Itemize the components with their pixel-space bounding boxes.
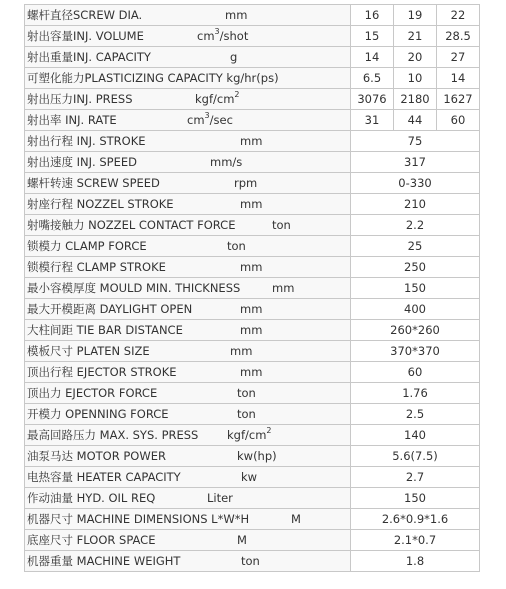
spec-label: 可塑化能力PLASTICIZING CAPACITY kg/hr(ps) — [27, 71, 279, 85]
spec-unit-base: kgf/cm — [195, 92, 235, 106]
spec-label-cell — [24, 383, 350, 404]
spec-label: 顶出力 EJECTOR FORCE — [27, 386, 158, 400]
spec-row — [24, 299, 479, 320]
spec-value-cell: 150 — [350, 488, 479, 509]
spec-value-cell: 140 — [350, 425, 479, 446]
spec-label-cell — [24, 278, 350, 299]
spec-unit-base: ton — [272, 218, 291, 232]
spec-value-cell: 0-330 — [350, 173, 479, 194]
spec-label: 射出压力INJ. PRESS — [27, 92, 133, 106]
spec-label-wrap — [27, 383, 350, 403]
spec-label-wrap — [27, 320, 350, 340]
spec-value-cell: 3076 — [350, 89, 393, 110]
spec-label: 最小容模厚度 MOULD MIN. THICKNESS — [27, 281, 241, 295]
spec-label-cell — [24, 509, 350, 530]
spec-unit — [291, 509, 301, 529]
spec-row — [24, 173, 479, 194]
spec-unit — [227, 236, 246, 256]
spec-label-cell — [24, 131, 350, 152]
spec-label-wrap — [27, 278, 350, 298]
spec-unit — [240, 257, 262, 277]
spec-value-cell: 14 — [436, 68, 479, 89]
spec-value-cell: 60 — [350, 362, 479, 383]
spec-label-cell — [24, 257, 350, 278]
spec-row — [24, 236, 479, 257]
spec-row — [24, 152, 479, 173]
spec-value-cell: 10 — [393, 68, 436, 89]
spec-unit — [240, 320, 262, 340]
spec-unit — [230, 47, 237, 67]
spec-row — [24, 404, 479, 425]
spec-unit-base: Liter — [207, 491, 233, 505]
spec-value-cell: 250 — [350, 257, 479, 278]
spec-unit-base: mm — [240, 302, 263, 316]
spec-label: 作动油量 HYD. OIL REQ — [27, 491, 156, 505]
spec-row — [24, 68, 479, 89]
spec-value-cell: 25 — [350, 236, 479, 257]
spec-label-wrap — [27, 425, 350, 445]
spec-value-cell: 400 — [350, 299, 479, 320]
spec-unit — [227, 425, 272, 445]
spec-value-cell: 2180 — [393, 89, 436, 110]
spec-label-wrap — [27, 131, 350, 151]
spec-label-wrap — [27, 47, 350, 67]
spec-unit — [195, 89, 240, 109]
spec-unit-base: kgf/cm — [227, 428, 267, 442]
spec-unit-base: M — [237, 533, 247, 547]
spec-label-cell — [24, 425, 350, 446]
spec-unit — [272, 278, 294, 298]
spec-value-cell: 2.5 — [350, 404, 479, 425]
spec-label-cell — [24, 215, 350, 236]
spec-value-cell: 370*370 — [350, 341, 479, 362]
spec-label-cell — [24, 173, 350, 194]
spec-label: 开模力 OPENNING FORCE — [27, 407, 169, 421]
spec-row — [24, 110, 479, 131]
spec-label: 锁模力 CLAMP FORCE — [27, 239, 147, 253]
spec-row — [24, 215, 479, 236]
spec-label-wrap — [27, 194, 350, 214]
spec-label-wrap — [27, 215, 350, 235]
spec-label-cell — [24, 488, 350, 509]
spec-value-cell: 15 — [350, 26, 393, 47]
spec-unit-base: g — [230, 50, 238, 64]
spec-label-cell — [24, 467, 350, 488]
spec-unit-base: kw(hp) — [237, 449, 277, 463]
spec-unit-base: ton — [227, 239, 246, 253]
spec-label-cell — [24, 320, 350, 341]
spec-unit — [197, 26, 248, 46]
spec-label: 射嘴接触力 NOZZEL CONTACT FORCE — [27, 218, 236, 232]
spec-value-cell: 2.2 — [350, 215, 479, 236]
spec-label-wrap — [27, 467, 350, 487]
spec-row — [24, 47, 479, 68]
spec-unit — [237, 383, 256, 403]
spec-row — [24, 530, 479, 551]
spec-table — [24, 4, 480, 572]
spec-label-wrap — [27, 236, 350, 256]
spec-value-cell: 317 — [350, 152, 479, 173]
spec-unit-base: kw — [241, 470, 258, 484]
spec-label: 螺杆直径SCREW DIA. — [27, 8, 143, 22]
spec-label-wrap — [27, 446, 350, 466]
spec-row — [24, 467, 479, 488]
spec-label-cell — [24, 530, 350, 551]
spec-label-wrap — [27, 404, 350, 424]
spec-row — [24, 425, 479, 446]
spec-unit-base: rpm — [234, 176, 258, 190]
spec-label: 螺杆转速 SCREW SPEED — [27, 176, 160, 190]
spec-label: 电热容量 HEATER CAPACITY — [27, 470, 181, 484]
spec-label: 射出率 INJ. RATE — [27, 113, 117, 127]
spec-value-cell: 44 — [393, 110, 436, 131]
spec-unit — [237, 446, 277, 466]
spec-label-cell — [24, 26, 350, 47]
spec-unit-base: mm — [230, 344, 253, 358]
spec-label-cell — [24, 404, 350, 425]
spec-value-cell: 14 — [350, 47, 393, 68]
spec-value-cell: 60 — [436, 110, 479, 131]
spec-label-cell — [24, 341, 350, 362]
spec-row — [24, 341, 479, 362]
spec-label-cell — [24, 446, 350, 467]
spec-unit — [240, 131, 262, 151]
spec-row — [24, 362, 479, 383]
spec-label-cell — [24, 89, 350, 110]
spec-unit — [272, 215, 291, 235]
spec-row — [24, 194, 479, 215]
spec-value-cell: 150 — [350, 278, 479, 299]
spec-label-cell — [24, 551, 350, 572]
spec-label-wrap — [27, 551, 350, 571]
spec-value-cell: 22 — [436, 4, 479, 26]
spec-label-wrap — [27, 110, 350, 130]
spec-label-cell — [24, 362, 350, 383]
spec-unit — [207, 488, 233, 508]
spec-unit-base: mm — [240, 365, 263, 379]
spec-unit-base: ton — [241, 554, 260, 568]
spec-row — [24, 383, 479, 404]
spec-value-cell: 1627 — [436, 89, 479, 110]
spec-label-wrap — [27, 152, 350, 172]
spec-label-wrap — [27, 173, 350, 193]
spec-unit-base: mm — [225, 8, 248, 22]
spec-unit — [240, 362, 262, 382]
spec-unit-superscript: 3 — [214, 27, 220, 37]
spec-unit-base: M — [291, 512, 301, 526]
spec-unit-base: cm — [197, 29, 215, 43]
spec-unit — [240, 299, 262, 319]
spec-value-cell: 21 — [393, 26, 436, 47]
spec-row — [24, 257, 479, 278]
spec-label-wrap — [27, 341, 350, 361]
spec-unit-base: mm — [240, 260, 263, 274]
spec-label: 油泵马达 MOTOR POWER — [27, 449, 166, 463]
spec-row — [24, 278, 479, 299]
spec-label-wrap — [27, 299, 350, 319]
spec-label-wrap — [27, 257, 350, 277]
spec-row — [24, 89, 479, 110]
spec-value-cell: 75 — [350, 131, 479, 152]
spec-label-wrap — [27, 89, 350, 109]
spec-label: 顶出行程 EJECTOR STROKE — [27, 365, 177, 379]
spec-label-cell — [24, 110, 350, 131]
spec-unit — [240, 194, 262, 214]
spec-label: 射出行程 INJ. STROKE — [27, 134, 146, 148]
spec-value-cell: 1.8 — [350, 551, 479, 572]
spec-value-cell: 31 — [350, 110, 393, 131]
spec-unit — [230, 341, 252, 361]
spec-value-cell: 2.1*0.7 — [350, 530, 479, 551]
spec-unit — [237, 404, 256, 424]
spec-label-cell — [24, 4, 350, 26]
spec-label-wrap — [27, 488, 350, 508]
spec-unit-tail: /sec — [209, 113, 233, 127]
spec-unit-base: mm — [240, 323, 263, 337]
spec-row — [24, 551, 479, 572]
spec-value-cell: 28.5 — [436, 26, 479, 47]
spec-value-cell: 19 — [393, 4, 436, 26]
spec-unit-base: mm — [272, 281, 295, 295]
spec-value-cell: 16 — [350, 4, 393, 26]
spec-label: 射出速度 INJ. SPEED — [27, 155, 137, 169]
spec-label-wrap — [27, 68, 350, 88]
spec-label-cell — [24, 194, 350, 215]
spec-label-wrap — [27, 26, 350, 46]
spec-label: 最大开模距离 DAYLIGHT OPEN — [27, 302, 193, 316]
spec-row — [24, 131, 479, 152]
spec-table-body — [24, 4, 479, 572]
spec-label-cell — [24, 47, 350, 68]
spec-unit-base: cm — [187, 113, 205, 127]
spec-label-cell — [24, 299, 350, 320]
spec-label: 模板尺寸 PLATEN SIZE — [27, 344, 150, 358]
spec-row — [24, 488, 479, 509]
spec-label-wrap — [27, 509, 350, 529]
spec-label-wrap — [27, 530, 350, 550]
spec-value-cell: 2.6*0.9*1.6 — [350, 509, 479, 530]
spec-unit — [234, 173, 257, 193]
spec-value-cell: 210 — [350, 194, 479, 215]
spec-unit — [241, 467, 257, 487]
spec-label-cell — [24, 236, 350, 257]
spec-unit-base: ton — [237, 386, 256, 400]
spec-unit-superscript: 3 — [204, 111, 210, 121]
spec-value-cell: 5.6(7.5) — [350, 446, 479, 467]
spec-value-cell: 27 — [436, 47, 479, 68]
spec-label: 射出重量INJ. CAPACITY — [27, 50, 151, 64]
spec-label: 机器重量 MACHINE WEIGHT — [27, 554, 181, 568]
spec-label: 最高回路压力 MAX. SYS. PRESS — [27, 428, 199, 442]
spec-row — [24, 4, 479, 26]
spec-unit-base: mm — [240, 134, 263, 148]
spec-unit — [241, 551, 260, 571]
spec-value-cell: 6.5 — [350, 68, 393, 89]
spec-label: 大柱间距 TIE BAR DISTANCE — [27, 323, 183, 337]
spec-label: 射出容量INJ. VOLUME — [27, 29, 144, 43]
spec-value-cell: 260*260 — [350, 320, 479, 341]
spec-unit-superscript: 2 — [266, 426, 272, 436]
spec-unit — [187, 110, 233, 130]
spec-unit — [225, 5, 247, 25]
spec-unit — [237, 530, 247, 550]
spec-label-cell — [24, 152, 350, 173]
spec-label-wrap — [27, 362, 350, 382]
spec-label: 锁模行程 CLAMP STROKE — [27, 260, 166, 274]
spec-unit — [210, 152, 242, 172]
spec-value-cell: 1.76 — [350, 383, 479, 404]
spec-label-wrap — [27, 5, 350, 25]
spec-row — [24, 509, 479, 530]
spec-label: 射座行程 NOZZEL STROKE — [27, 197, 174, 211]
spec-label: 机器尺寸 MACHINE DIMENSIONS L*W*H — [27, 512, 250, 526]
spec-row — [24, 320, 479, 341]
spec-row — [24, 26, 479, 47]
spec-value-cell: 2.7 — [350, 467, 479, 488]
spec-unit-base: mm — [240, 197, 263, 211]
spec-label: 底座尺寸 FLOOR SPACE — [27, 533, 156, 547]
spec-value-cell: 20 — [393, 47, 436, 68]
spec-unit-base: mm/s — [210, 155, 243, 169]
spec-label-cell — [24, 68, 350, 89]
spec-unit-base: ton — [237, 407, 256, 421]
spec-unit-tail: /shot — [219, 29, 249, 43]
spec-row — [24, 446, 479, 467]
spec-unit-superscript: 2 — [234, 90, 240, 100]
